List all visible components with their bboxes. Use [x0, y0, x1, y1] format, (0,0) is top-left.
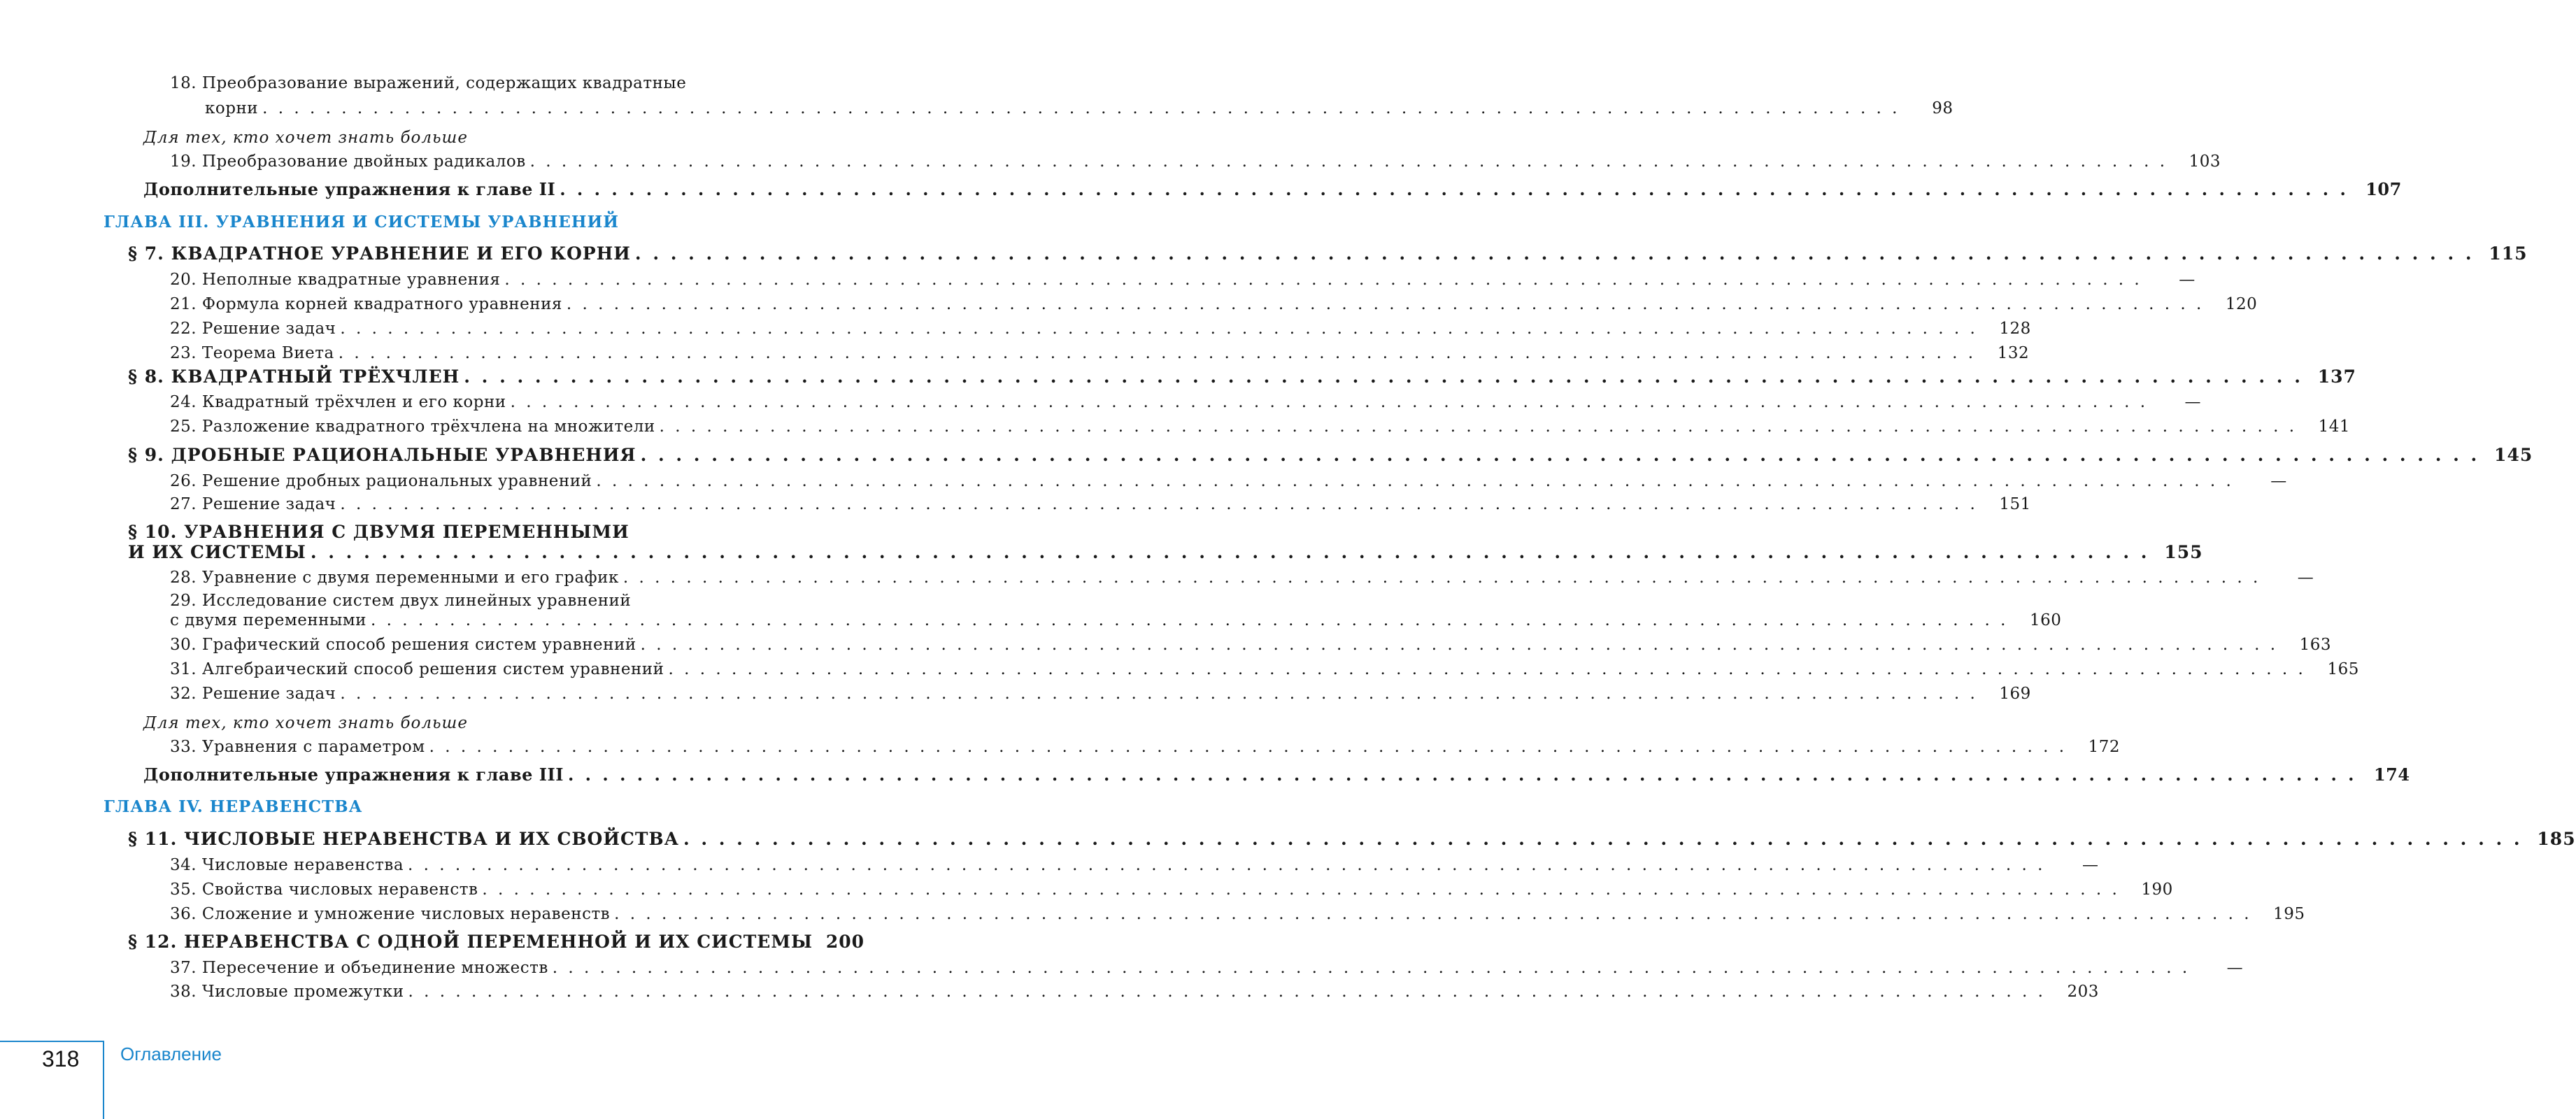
toc-entry-36[interactable]: [170, 904, 2305, 925]
toc-entry-20[interactable]: [170, 269, 2196, 290]
leader-dots: [511, 392, 2148, 413]
toc-entry-25[interactable]: [170, 416, 2351, 437]
toc-entry-text: 21. Формула корней квадратного уравнения: [170, 295, 562, 313]
toc-page-number: 120: [2225, 295, 2258, 313]
running-title: Оглавление: [120, 1043, 222, 1064]
leader-dots: [596, 471, 2233, 492]
toc-page-number: —: [2179, 271, 2196, 289]
footer-rule-horizontal: [0, 1041, 104, 1042]
toc-entry-text: с двумя переменными: [170, 611, 367, 629]
leader-dots: [504, 269, 2142, 290]
toc-entry-text: корни: [205, 99, 259, 117]
leader-dots: [464, 366, 2303, 387]
leader-dots: [371, 610, 2008, 631]
leader-dots: [340, 683, 1977, 704]
toc-entry-30[interactable]: [170, 634, 2332, 655]
toc-entry-21[interactable]: [170, 294, 2258, 315]
toc-entry-38[interactable]: [170, 981, 2099, 1002]
leader-dots: [641, 634, 2278, 655]
leader-dots: [683, 829, 2523, 850]
toc-section-10-line1: § 10. УРАВНЕНИЯ С ДВУМЯ ПЕРЕМЕННЫМИ: [128, 522, 629, 542]
toc-entry-19[interactable]: [170, 151, 2221, 172]
toc-entry-31[interactable]: [170, 659, 2359, 680]
toc-page-number: 145: [2494, 445, 2533, 465]
toc-page-number: 190: [2141, 881, 2173, 899]
toc-entry-27[interactable]: [170, 494, 2031, 515]
toc-page-number: 160: [2030, 611, 2062, 629]
toc-section-9[interactable]: [128, 445, 2533, 466]
leader-dots: [614, 904, 2251, 925]
toc-section-text: § 9. ДРОБНЫЕ РАЦИОНАЛЬНЫЕ УРАВНЕНИЯ: [128, 445, 636, 465]
leader-dots: [262, 98, 1900, 119]
leader-dots: [340, 494, 1977, 515]
footer-rule-vertical: [103, 1041, 104, 1119]
toc-entry-35[interactable]: [170, 879, 2173, 900]
toc-page-number: —: [2270, 472, 2287, 490]
toc-page-number: 165: [2327, 660, 2359, 678]
leader-dots: [339, 343, 1976, 364]
toc-section-8[interactable]: [128, 366, 2356, 387]
toc-extra-exercises-ch3[interactable]: [143, 764, 2410, 785]
chapter-heading-3[interactable]: ГЛАВА III. УРАВНЕНИЯ И СИСТЕМЫ УРАВНЕНИЙ: [104, 213, 619, 231]
leader-dots: [553, 957, 2190, 978]
toc-page-number: 169: [1999, 685, 2031, 703]
toc-page-number: 132: [1997, 344, 2030, 362]
optional-note: Для тех, кто хочет знать больше: [143, 714, 468, 732]
toc-entry-29-line1: 29. Исследование систем двух линейных уравнений: [170, 592, 632, 610]
leader-dots: [408, 855, 2045, 876]
toc-entry-text: 36. Сложение и умножение числовых неравенств: [170, 905, 611, 923]
toc-page-number: 115: [2489, 243, 2528, 264]
toc-entry-text: 33. Уравнения с параметром: [170, 738, 425, 756]
leader-dots: [668, 659, 2305, 680]
toc-section-text: § 8. КВАДРАТНЫЙ ТРЁХЧЛЕН: [128, 366, 460, 387]
toc-entry-22[interactable]: [170, 318, 2031, 339]
chapter-heading-4[interactable]: ГЛАВА IV. НЕРАВЕНСТВА: [104, 797, 363, 816]
toc-page-number: 185: [2537, 829, 2576, 849]
leader-dots: [311, 542, 2150, 563]
page-number: 318: [42, 1046, 80, 1071]
toc-entry-text: 31. Алгебраический способ решения систем уравнений: [170, 660, 664, 678]
toc-section-text: § 7. КВАДРАТНОЕ УРАВНЕНИЕ И ЕГО КОРНИ: [128, 243, 631, 264]
toc-entry-18-line1: 18. Преобразование выражений, содержащих квадратные: [170, 74, 687, 92]
leader-dots: [635, 243, 2475, 264]
toc-page-number: —: [2226, 959, 2244, 977]
toc-entry-text: 26. Решение дробных рациональных уравнений: [170, 472, 592, 490]
toc-page-number: 174: [2373, 764, 2410, 785]
toc-page-number: 98: [1932, 99, 1954, 117]
toc-entry-text: 35. Свойства числовых неравенств: [170, 881, 478, 899]
toc-section-11[interactable]: [128, 829, 2576, 850]
leader-dots: [567, 294, 2204, 315]
toc-entry-37[interactable]: [170, 957, 2244, 978]
leader-dots: [568, 764, 2357, 785]
leader-dots: [408, 981, 2046, 1002]
toc-entry-33[interactable]: [170, 736, 2121, 757]
toc-entry-text: 23. Теорема Виета: [170, 344, 334, 362]
toc-entry-text: 22. Решение задач: [170, 320, 336, 338]
leader-dots: [530, 151, 2168, 172]
toc-entry-text: 28. Уравнение с двумя переменными и его график: [170, 569, 619, 587]
toc-section-7[interactable]: [128, 243, 2528, 264]
toc-entry-text: 25. Разложение квадратного трёхчлена на множители: [170, 418, 655, 436]
toc-entry-text: 20. Неполные квадратные уравнения: [170, 271, 501, 289]
toc-entry-28[interactable]: [170, 567, 2314, 588]
toc-entry-text: 27. Решение задач: [170, 495, 336, 513]
toc-entry-text: 37. Пересечение и объединение множеств: [170, 959, 548, 977]
toc-entry-text: 24. Квадратный трёхчлен и его корни: [170, 393, 506, 411]
toc-section-text: § 12. НЕРАВЕНСТВА С ОДНОЙ ПЕРЕМЕННОЙ И ИХ СИСТЕМЫ: [128, 932, 813, 952]
toc-entry-text: 30. Графический способ решения систем уравнений: [170, 636, 636, 654]
toc-entry-24[interactable]: [170, 392, 2202, 413]
toc-page-number: —: [2082, 856, 2099, 874]
leader-dots: [482, 879, 2119, 900]
leader-dots: [429, 736, 2067, 757]
toc-page-number: 163: [2299, 636, 2332, 654]
leader-dots: [660, 416, 2297, 437]
toc-entry-text: 34. Числовые неравенства: [170, 856, 404, 874]
toc-entry-text: 38. Числовые промежутки: [170, 983, 404, 1001]
toc-entry-18[interactable]: [205, 98, 1954, 119]
toc-page-number: 155: [2164, 542, 2203, 562]
toc-page-number: —: [2297, 569, 2314, 587]
toc-entry-text: Дополнительные упражнения к главе III: [143, 764, 564, 785]
toc-page-number: 151: [1999, 495, 2031, 513]
leader-dots: [623, 567, 2261, 588]
toc-page-number: 128: [1999, 320, 2031, 338]
toc-entry-text: 32. Решение задач: [170, 685, 336, 703]
toc-entry-34[interactable]: [170, 855, 2099, 876]
toc-section-10[interactable]: [128, 542, 2203, 563]
toc-page-number: 200: [825, 932, 865, 952]
toc-entry-text: 19. Преобразование двойных радикалов: [170, 152, 526, 171]
toc-section-12[interactable]: [128, 932, 865, 953]
leader-dots: [641, 445, 2480, 466]
toc-page-number: 137: [2317, 366, 2356, 387]
toc-page-number: 141: [2318, 418, 2351, 436]
toc-entry-29[interactable]: [170, 610, 2062, 631]
toc-entry-26[interactable]: [170, 471, 2287, 492]
toc-page-number: —: [2184, 393, 2202, 411]
optional-note: Для тех, кто хочет знать больше: [143, 129, 468, 147]
toc-section-text: И ИХ СИСТЕМЫ: [128, 542, 306, 562]
toc-page-number: 107: [2365, 179, 2402, 199]
toc-page-number: 172: [2088, 738, 2121, 756]
leader-dots: [560, 179, 2349, 200]
toc-entry-32[interactable]: [170, 683, 2031, 704]
toc-section-text: § 11. ЧИСЛОВЫЕ НЕРАВЕНСТВА И ИХ СВОЙСТВА: [128, 829, 679, 849]
toc-page-number: 195: [2273, 905, 2305, 923]
toc-extra-exercises-ch2[interactable]: [143, 179, 2402, 200]
toc-page-number: 203: [2067, 983, 2099, 1001]
toc-entry-23[interactable]: [170, 343, 2030, 364]
toc-page-number: 103: [2189, 152, 2221, 171]
toc-entry-text: Дополнительные упражнения к главе II: [143, 179, 556, 199]
leader-dots: [340, 318, 1977, 339]
